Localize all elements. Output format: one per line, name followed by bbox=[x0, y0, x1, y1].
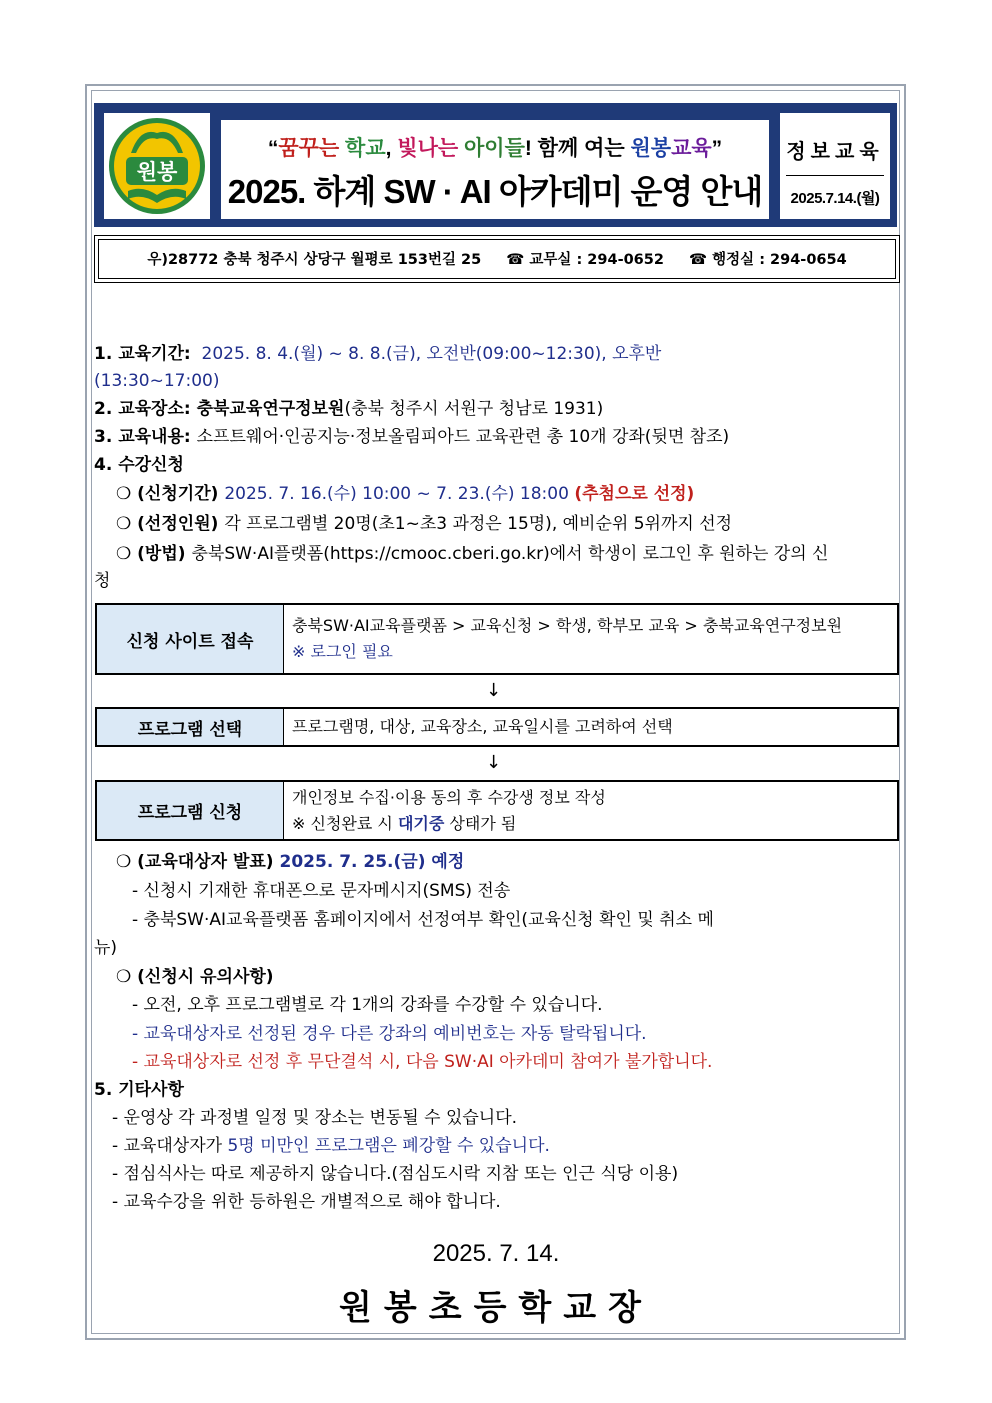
section-1: 1. 교육기간: 2025. 8. 4.(월) ~ 8. 8.(금), 오전반(09:00~12:30), 오후반 bbox=[94, 344, 662, 364]
principal-signature: 원봉초등학교장 bbox=[339, 1288, 653, 1328]
flow-step-site-path: 충북SW·AI교육플랫폼 > 교육신청 > 학생, 학부모 교육 > 충북교육연구정보원 bbox=[292, 616, 843, 635]
section-2: 2. 교육장소: 충북교육연구정보원(충북 청주시 서원구 청남로 1931) bbox=[94, 399, 604, 419]
flow-step-apply bbox=[95, 780, 899, 841]
flow-step-apply-desc: 개인정보 수집·이용 동의 후 수강생 정보 작성 bbox=[292, 787, 606, 807]
admin-phone: ☎ 행정실 : 294-0654 bbox=[689, 252, 847, 268]
address-box bbox=[94, 235, 900, 283]
page-title: 2025. 하계 SW · AI 아카데미 운영 안내 bbox=[227, 173, 763, 210]
notes-item-1: - 오전, 오후 프로그램별로 각 1개의 강좌를 수강할 수 있습니다. bbox=[132, 995, 603, 1015]
notes-title: ❍ (신청시 유의사항) bbox=[116, 967, 274, 987]
apply-method: ❍ (방법) 충북SW·AI플랫폼(https://cmooc.cberi.go.kr)에서 학생이 로그인 후 원하는 강의 신 bbox=[116, 544, 829, 564]
office-phone: ☎ 교무실 : 294-0652 bbox=[506, 252, 664, 268]
flow-step-select bbox=[95, 707, 899, 747]
flow-step-apply-head: 프로그램 신청 bbox=[97, 782, 284, 839]
notes-item-3: - 교육대상자로 선정 후 무단결석 시, 다음 SW·AI 아카데미 참여가 불가합니다. bbox=[132, 1052, 713, 1072]
apply-period: ❍ (신청기간) 2025. 7. 16.(수) 10:00 ~ 7. 23.(수) 18:00 (추첨으로 선정) bbox=[116, 484, 695, 504]
flow-step-apply-note: ※ 신청완료 시 대기중 상태가 됨 bbox=[292, 813, 517, 833]
category-box bbox=[780, 113, 890, 219]
flow-step-site-head: 신청 사이트 접속 bbox=[97, 605, 284, 673]
etc-item-1: - 운영상 각 과정별 일정 및 장소는 변동될 수 있습니다. bbox=[112, 1108, 518, 1128]
school-logo bbox=[104, 113, 210, 219]
apply-method-cont: 청 bbox=[94, 571, 111, 591]
flow-step-select-head: 프로그램 선택 bbox=[97, 709, 284, 745]
down-arrow-icon: ↓ bbox=[486, 680, 502, 701]
down-arrow-icon: ↓ bbox=[486, 752, 502, 773]
section-1-cont: (13:30~17:00) bbox=[94, 371, 220, 391]
etc-item-3: - 점심식사는 따로 제공하지 않습니다.(점심도시락 지참 또는 인근 식당 이용) bbox=[112, 1164, 679, 1184]
category-label: 정보교육 bbox=[786, 141, 884, 163]
announce-item-2-cont: 뉴) bbox=[94, 938, 118, 958]
section-4-title: 4. 수강신청 bbox=[94, 455, 184, 475]
announce-item-2: - 충북SW·AI교육플랫폼 홈페이지에서 선정여부 확인(교육신청 확인 및 취소 메 bbox=[132, 910, 714, 930]
announce-item-1: - 신청시 기재한 휴대폰으로 문자메시지(SMS) 전송 bbox=[132, 881, 511, 901]
etc-item-4: - 교육수강을 위한 등하원은 개별적으로 해야 합니다. bbox=[112, 1192, 501, 1212]
title-box bbox=[221, 120, 769, 219]
postal-address: 우)28772 충북 청주시 상당구 월평로 153번길 25 bbox=[147, 252, 482, 268]
announce-title: ❍ (교육대상자 발표) 2025. 7. 25.(금) 예정 bbox=[116, 852, 465, 872]
issue-date: 2025.7.14.(월) bbox=[790, 190, 880, 207]
flow-step-site bbox=[95, 603, 899, 675]
flow-step-site-note: ※ 로그인 필요 bbox=[292, 642, 393, 661]
selection-quota: ❍ (선정인원) 각 프로그램별 20명(초1~초3 과정은 15명), 예비순위 5위까지 선정 bbox=[116, 514, 733, 534]
slogan: “꿈꾸는 학교, 빛나는 아이들! 함께 여는 원봉교육” bbox=[267, 137, 723, 160]
section-5-title: 5. 기타사항 bbox=[94, 1080, 184, 1100]
notes-item-2: - 교육대상자로 선정된 경우 다른 강좌의 예비번호는 자동 탈락됩니다. bbox=[132, 1024, 647, 1044]
flow-step-select-desc: 프로그램명, 대상, 교육장소, 교육일시를 고려하여 선택 bbox=[292, 717, 673, 736]
svg-text:원봉: 원봉 bbox=[136, 160, 178, 184]
etc-item-2: - 교육대상자가 5명 미만인 프로그램은 폐강할 수 있습니다. bbox=[112, 1136, 550, 1156]
section-3: 3. 교육내용: 소프트웨어·인공지능·정보올림피아드 교육관련 총 10개 강좌(뒷면 참조) bbox=[94, 427, 730, 447]
footer-date: 2025. 7. 14. bbox=[432, 1240, 560, 1267]
